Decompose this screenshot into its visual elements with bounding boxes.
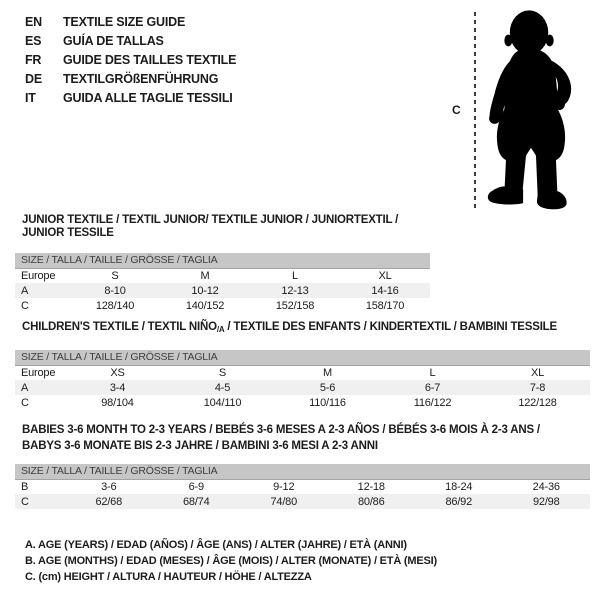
value-cell: 152/158 <box>275 299 315 312</box>
value-cell: 6-7 <box>380 380 485 395</box>
table-row-age <box>15 283 430 298</box>
value-cell: 92/98 <box>503 494 591 509</box>
size-cell: S <box>111 269 119 282</box>
value-cell: 80/86 <box>328 494 416 509</box>
value-cell: 12-18 <box>357 480 385 493</box>
size-header-bar: SIZE / TALLA / TAILLE / GRÖSSE / TAGLIA <box>15 350 590 365</box>
value-cell: 110/116 <box>309 396 346 409</box>
language-title: TEXTILE SIZE GUIDE <box>63 15 186 29</box>
row-label: C <box>21 396 29 409</box>
value-cell: 12-13 <box>250 283 340 298</box>
value-cell: 24-36 <box>532 480 560 493</box>
value-cell: 122/128 <box>518 396 557 409</box>
value-cell: 5-6 <box>275 380 380 395</box>
babies-table-title <box>15 423 590 454</box>
size-header-bar: SIZE / TALLA / TAILLE / GRÖSSE / TAGLIA <box>15 464 590 479</box>
table-row-height <box>15 494 590 509</box>
value-cell: 86/92 <box>415 494 503 509</box>
junior-size-table <box>15 253 430 313</box>
value-cell: 8-10 <box>70 283 160 298</box>
height-measure-label: C <box>452 103 461 117</box>
size-header-bar: SIZE / TALLA / TAILLE / GRÖSSE / TAGLIA <box>15 253 430 268</box>
row-label: Europe <box>21 366 56 379</box>
title-subscript: /A <box>216 325 225 334</box>
language-code: IT <box>25 91 36 105</box>
language-title: GUÍA DE TALLAS <box>63 34 164 48</box>
value-cell: 9-12 <box>273 480 295 493</box>
size-cell: M <box>200 269 210 282</box>
size-cell: XS <box>110 366 125 379</box>
row-label: C <box>21 299 29 312</box>
value-cell: 10-12 <box>160 283 250 298</box>
language-code: DE <box>25 72 42 86</box>
title-part: CHILDREN'S TEXTILE / TEXTIL NIÑO <box>22 321 217 333</box>
children-size-table <box>15 350 590 410</box>
value-cell: 14-16 <box>340 283 430 298</box>
children-textile-section <box>15 321 590 410</box>
footnote-age-years: A. AGE (YEARS) / EDAD (AÑOS) / ÂGE (ANS) / ALTER (JAHRE) / ETÀ (ANNI) <box>25 539 407 551</box>
baby-silhouette-icon <box>481 5 581 212</box>
title-part: / TEXTILE DES ENFANTS / KINDERTEXTIL / BAMBINI TESSILE <box>224 321 557 333</box>
size-cell: XL <box>378 269 392 282</box>
row-label: A <box>15 283 70 298</box>
footnote-height: C. (cm) HEIGHT / ALTURA / HAUTEUR / HÖHE / ALTEZZA <box>25 571 312 583</box>
babies-size-table <box>15 464 590 509</box>
size-cell: S <box>218 366 227 379</box>
value-cell: 68/74 <box>153 494 241 509</box>
value-cell: 3-4 <box>65 380 170 395</box>
value-cell: 128/140 <box>95 299 135 312</box>
value-cell: 6-9 <box>188 480 204 493</box>
babies-title-line2: BABYS 3-6 MONATE BIS 2-3 JAHRE / BAMBINI 3-6 MESI A 2-3 ANNI <box>22 439 378 452</box>
size-cell: M <box>323 366 332 379</box>
value-cell: 3-6 <box>101 480 117 493</box>
row-label: B <box>21 480 29 493</box>
language-code: FR <box>25 53 42 67</box>
size-cell: L <box>292 269 298 282</box>
value-cell: 4-5 <box>170 380 275 395</box>
language-title: GUIDA ALLE TAGLIE TESSILI <box>63 91 233 105</box>
language-code: ES <box>25 34 42 48</box>
value-cell: 116/122 <box>413 396 452 409</box>
value-cell: 140/152 <box>185 299 225 312</box>
value-cell: 104/110 <box>203 396 242 409</box>
row-label: Europe <box>21 269 56 282</box>
height-dashed-line <box>474 12 476 208</box>
size-cell: XL <box>530 366 545 379</box>
row-label: C <box>15 494 65 509</box>
row-label: A <box>15 380 65 395</box>
table-row-height <box>15 395 590 410</box>
language-title: TEXTILGRÖßENFÜHRUNG <box>63 72 219 86</box>
language-title-list <box>25 13 236 108</box>
language-row-it <box>25 89 236 108</box>
table-row-europe <box>15 365 590 380</box>
value-cell: 62/68 <box>65 494 153 509</box>
language-row-en <box>25 13 236 32</box>
value-cell: 74/80 <box>240 494 328 509</box>
value-cell: 98/104 <box>101 396 134 409</box>
babies-textile-section <box>15 423 590 509</box>
footnote-age-months: B. AGE (MONTHS) / EDAD (MESES) / ÂGE (MOIS) / ALTER (MONATE) / ETÀ (MESI) <box>25 555 437 567</box>
language-title: GUIDE DES TAILLES TEXTILE <box>63 53 237 67</box>
value-cell: 158/170 <box>365 299 405 312</box>
size-cell: L <box>429 366 436 379</box>
table-row-age-months <box>15 479 590 494</box>
children-table-title <box>15 321 590 336</box>
table-row-height <box>15 298 430 313</box>
table-row-age <box>15 380 590 395</box>
value-cell: 18-24 <box>445 480 473 493</box>
junior-textile-section <box>15 214 430 313</box>
height-measure-figure <box>440 0 600 215</box>
measure-legend <box>25 537 437 585</box>
table-row-europe <box>15 268 430 283</box>
language-row-de <box>25 70 236 89</box>
value-cell: 7-8 <box>485 380 590 395</box>
language-code: EN <box>25 15 42 29</box>
language-row-fr <box>25 51 236 70</box>
language-row-es <box>25 32 236 51</box>
babies-title-line1: BABIES 3-6 MONTH TO 2-3 YEARS / BEBÉS 3-6 MESES A 2-3 AÑOS / BÉBÉS 3-6 MOIS À 2-3 ANS / <box>22 424 540 436</box>
junior-table-title: JUNIOR TEXTILE / TEXTIL JUNIOR/ TEXTILE JUNIOR / JUNIORTEXTIL / JUNIOR TESSILE <box>22 214 399 239</box>
